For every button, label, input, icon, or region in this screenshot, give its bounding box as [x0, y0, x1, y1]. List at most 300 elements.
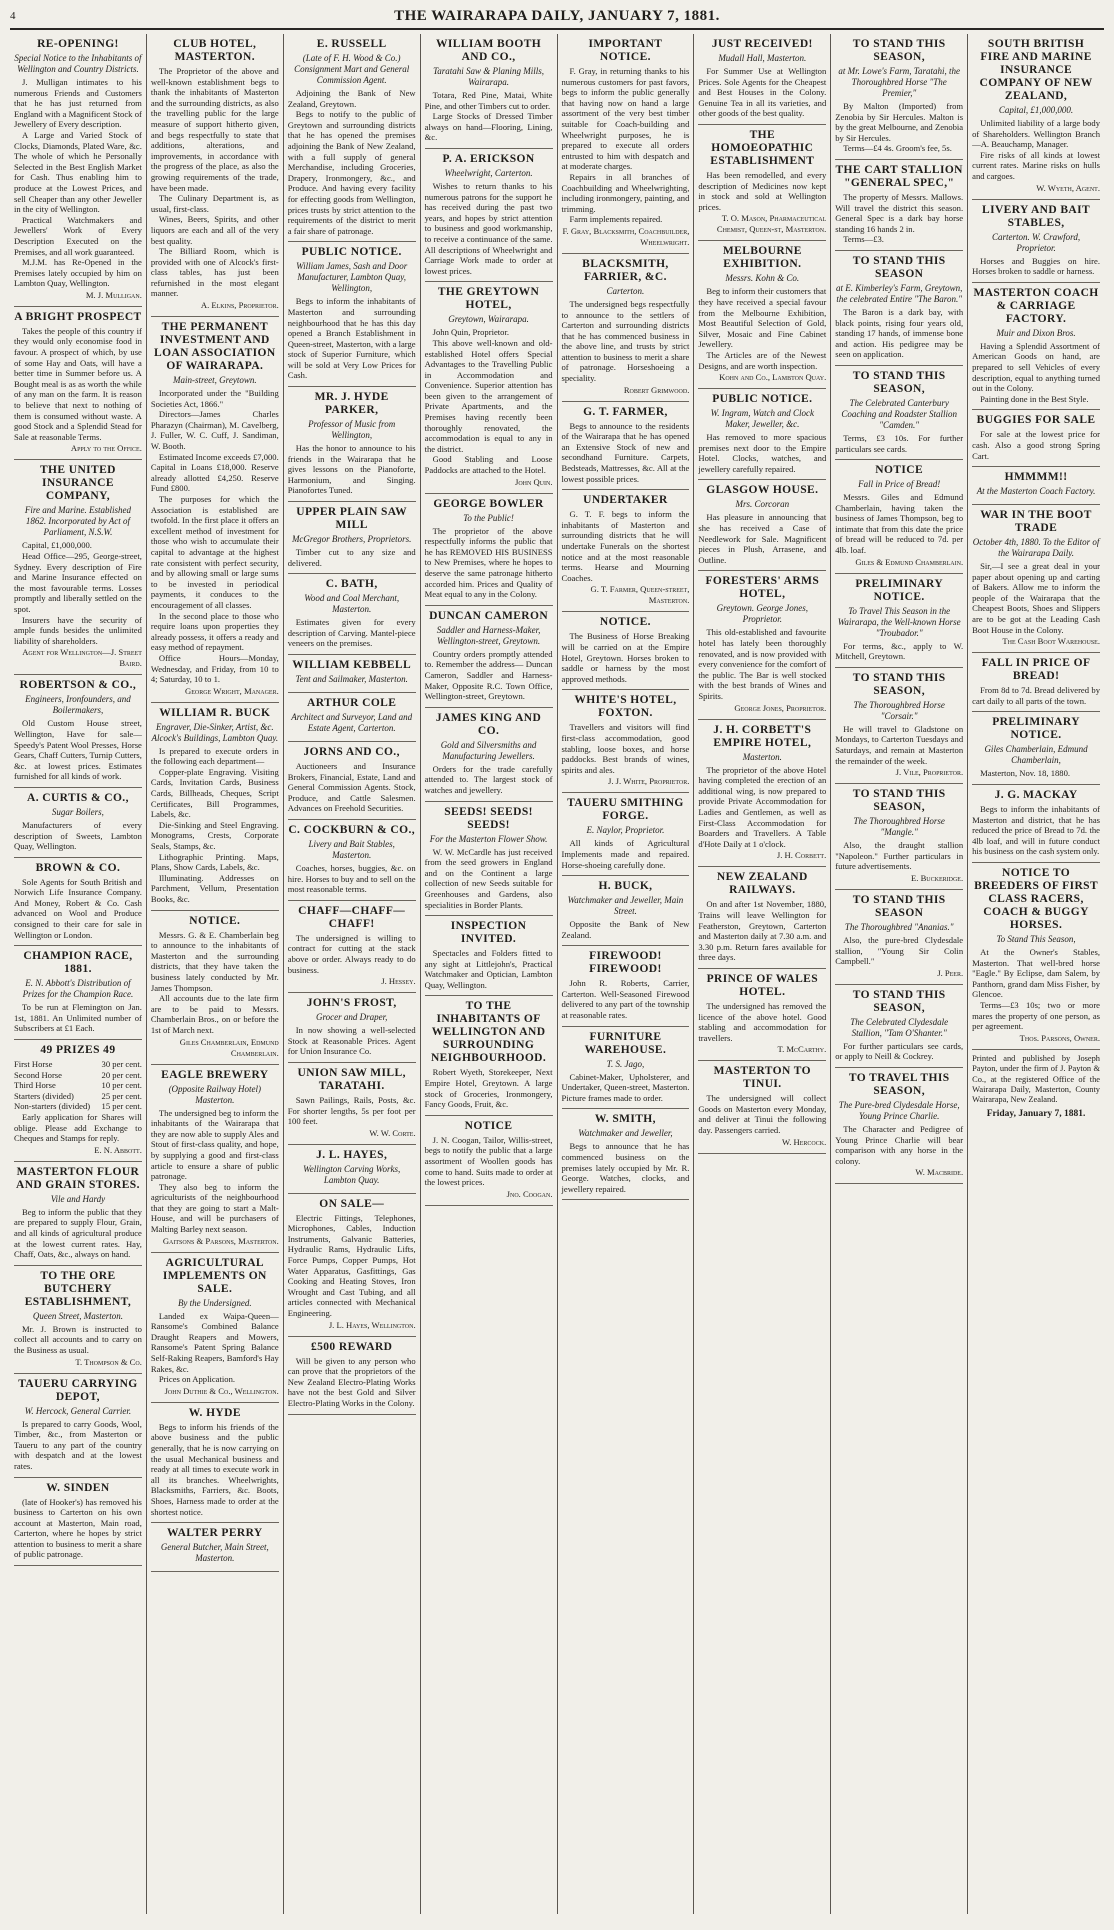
advertisement: [562, 946, 690, 1026]
ad-heading: MR. J. HYDE PARKER,: [314, 391, 389, 417]
ad-heading: JUST RECEIVED!: [711, 38, 813, 50]
ad-heading: PUBLIC NOTICE.: [301, 246, 402, 259]
ad-paragraph: Having a Splendid Assortment of American Goods on hand, are prepared to sell Vehicles of every description, equal to anything turned out in the Colony.: [972, 340, 1100, 394]
ad-paragraph: Travellers and visitors will find first-class accommodation, good stabling, loose boxes, and horse paddocks. Best brands of wines, spirits and ales.: [561, 722, 690, 775]
ad-subheading: The Celebrated Clydesdale Stallion, "Tam O'Shanter.": [850, 1016, 949, 1038]
ad-heading: THE PERMANENT INVESTMENT AND LOAN ASSOCIATION OF WAIRARAPA.: [154, 321, 276, 373]
ad-paragraph: Terms—£4 4s. Groom's fee, 5s.: [843, 143, 952, 154]
ad-subheading: Tent and Sailmaker, Masterton.: [295, 674, 408, 684]
advertisement: [698, 389, 826, 480]
ad-heading: FALL IN PRICE OF BREAD!: [981, 657, 1091, 683]
ad-heading: THE GREYTOWN HOTEL,: [437, 286, 540, 312]
advertisement: [288, 993, 416, 1063]
advertisement: [698, 480, 826, 571]
ad-subheading: Fire and Marine. Established 1862. Incorporated by Act of Parliament, N.S.W.: [24, 505, 132, 538]
ad-signature: J. H. Corbett.: [776, 850, 827, 861]
ad-paragraph: The Business of Horse Breaking will be carried on at the Empire Hotel, Greytown. Horses broken to saddle or harness by the most approved methods.: [561, 631, 690, 684]
ad-subheading: Fall in Price of Bread!: [858, 479, 941, 490]
prize-label: First Horse: [14, 1059, 53, 1070]
ad-signature: George Wright, Manager.: [185, 685, 279, 696]
advertisement: [288, 901, 416, 993]
ad-heading: J. H. CORBETT'S EMPIRE HOTEL,: [713, 723, 812, 749]
issue-date: Friday, January 7, 1881.: [986, 1108, 1086, 1119]
ad-subheading: The Celebrated Canterbury Coaching and Roadster Stallion "Camden.": [841, 397, 958, 430]
ad-heading: BUGGIES FOR SALE: [976, 414, 1096, 427]
ad-paragraph: The proprietor of the above respectfully informs the public that he has REMOVED HIS BUSINESS to New Premises, where he hopes to deserve the same patronage hitherto accorded him. Prices and Quality of Meat equal to any in the Colony.: [424, 525, 553, 600]
column-5: [558, 34, 695, 1914]
advertisement: [835, 574, 963, 668]
ad-paragraph: Illuminating. Addresses on Parchment, Vellum, Presentation Books, &c.: [150, 872, 279, 904]
advertisement: [288, 655, 416, 693]
advertisement: [425, 494, 553, 606]
ad-heading: BLACKSMITH, FARRIER, &C.: [582, 257, 669, 283]
ad-paragraph: The purposes for which the Association is established are twofold. In the first place it offers an excellent method of investment for those who wish to accumulate their capital to advantage at the highest rate consistent with perfect security, and by allowing small or large sums to be invested in periodical payments, it conduces to the encouragement of all classes.: [150, 494, 279, 610]
ad-heading: TO STAND THIS SEASON,: [852, 38, 946, 63]
ad-paragraph: The Proprietor of the above and well-known establishment begs to thank the inhabitants of Masterton and the surrounding districts, as also the travelling public for the large measure of support hitherto given, and begs respectfully to state that additions, alterations, and improvements, in accordance with the progress of the place, as also the growing requirements of the trade, have been made.: [150, 66, 279, 193]
ad-heading: GEORGE BOWLER: [433, 497, 544, 510]
ad-subheading: Wellington Carving Works, Lambton Quay.: [303, 1163, 401, 1185]
advertisement: [425, 708, 553, 802]
ad-paragraph: By Malton (Imported) from Zenobia by Sir Hercules. Malton is by the great Melbourne, and Zenobia by Sir Hercules.: [835, 101, 964, 143]
ad-signature: J. L. Hayes, Wellington.: [328, 1319, 416, 1330]
prize-share: 30 per cent.: [101, 1059, 142, 1070]
ad-paragraph: Lithographic Printing. Maps, Plans, Show Cards, Labels, &c.: [150, 851, 279, 873]
ad-subheading: Saddler and Harness-Maker, Wellington-street, Greytown.: [436, 624, 541, 646]
advertisement: [14, 675, 142, 788]
ad-heading: TO STAND THIS SEASON: [852, 254, 946, 280]
ad-paragraph: All kinds of Agricultural Implements made and repaired. Horse-shoeing carefully done.: [561, 838, 690, 870]
ad-heading: WILLIAM R. BUCK: [159, 706, 271, 719]
ad-heading: MASTERTON FLOUR AND GRAIN STORES.: [16, 1165, 140, 1191]
ad-signature: E. N. Abbott.: [94, 1144, 142, 1155]
ad-paragraph: In the second place to those who require loans upon properties they already possess, it offers a ready and easy method of repayment.: [150, 610, 279, 653]
advertisement: [151, 703, 279, 911]
ad-paragraph: Terms—£3 10s; two or more mares the property of one person, as per agreement.: [972, 999, 1100, 1032]
ad-paragraph: Mr. J. Brown is instructed to collect all accounts and to carry on the Business as usual.: [14, 1323, 142, 1355]
imprint-text: Printed and published by Joseph Payton, under the firm of J. Payton & Co., at the registered Office of the Wairarapa Daily, Masterton, County Wairarapa, New Zealand.: [972, 1053, 1100, 1105]
ad-signature: The Cash Boot Warehouse.: [1002, 636, 1100, 647]
advertisement: [288, 1145, 416, 1194]
ad-heading: MASTERTON TO TINUI.: [713, 1065, 811, 1091]
ad-paragraph: Auctioneers and Insurance Brokers, Financial, Estate, Land and General Commission Agents. Stock, Produce, and Cattle Salesmen. Advances on Freehold Securities.: [287, 761, 416, 814]
ad-paragraph: The proprietor of the above Hotel having completed the erection of an additional wing, is now prepared to provide Private Accommodation for Ladies and Gentlemen, as well as First-Class Accommodation for Boarders and Travellers. A Table d'Hote Daily at 1 o'clock.: [698, 764, 827, 849]
advertisement: [698, 867, 826, 969]
ad-signature: F. Gray, Blacksmith, Coachbuilder, Wheelwright.: [562, 225, 690, 247]
ad-paragraph: Begs to inform the inhabitants of Masterton and district, that he has reduced the price of Bread to 7d. the 4lb loaf, and will in future conduct his business on the cash system only.: [972, 804, 1100, 857]
ad-subheading: Gold and Silversmiths and Manufacturing Jewellers.: [440, 739, 537, 761]
ad-subheading: Watchmaker and Jeweller, Main Street.: [567, 895, 684, 917]
table-row: [14, 1080, 142, 1091]
ad-paragraph: The undersigned is willing to contract for cutting at the stack above or order. Always ready to do business.: [287, 932, 416, 975]
ad-paragraph: Timber cut to any size and delivered.: [287, 547, 416, 568]
advertisement: [562, 1027, 690, 1110]
ad-paragraph: G. T. F. begs to inform the inhabitants of Masterton and surrounding districts that he will undertake Funerals on the shortest notice and at the most reasonable terms. Hearse and Mourning Coaches.: [561, 509, 690, 583]
ad-subheading: Grocer and Draper,: [315, 1012, 388, 1023]
advertisement: [14, 460, 142, 675]
ad-signature: W. Macbride.: [915, 1167, 964, 1178]
advertisement: [698, 125, 826, 241]
ad-signature: M. J. Mulligan.: [85, 289, 142, 300]
ad-subheading: Greytown, Wairarapa.: [448, 314, 529, 325]
prize-share: 20 per cent.: [101, 1069, 142, 1080]
ad-paragraph: Wines, Beers, Spirits, and other liquors are each and all of the very best quality.: [150, 214, 279, 246]
ad-paragraph: Takes the people of this country if they would only economise food in favour. A prospect of which, by use of some Hay and Oats, will have a better time in Summer before us. A Bought meal is as as worth the while of any man on the farm. It is reason to believe that next to nothing of them is consumed without waste. A good Stock and a Splendid Stead for Sale at reasonable Terms.: [14, 325, 142, 442]
advertisement: [14, 1374, 142, 1478]
ad-paragraph: The undersigned begs respectfully to announce to the settlers of Carterton and surrounding districts that he has commenced business in the above line, and trusts by strict attention to business to merit a share of patronage. Horseshoeing a speciality.: [561, 298, 690, 384]
advertisement: [835, 160, 963, 251]
advertisement: [288, 242, 416, 387]
ad-paragraph: Is prepared to execute orders in the following each department—: [150, 745, 279, 767]
ad-subheading: The Pure-bred Clydesdale Horse, Young Prince Charlie.: [838, 1099, 960, 1121]
ad-subheading: Livery and Bait Stables, Masterton.: [308, 838, 395, 860]
prize-label: Non-starters (divided): [14, 1101, 91, 1112]
ad-paragraph: W. W. McCardle has just received from the seed growers in England and on the Continent a large collection of new Seeds suitable for Greenhouses and Gardens, also specialities in Border Plants.: [424, 846, 553, 910]
ad-paragraph: Manufacturers of every description of Sweets, Lambton Quay, Wellington.: [14, 819, 142, 852]
ad-paragraph: Begs to announce to the residents of the Wairarapa that he has opened an Extensive Stock of new and secondhand Furniture. Carpets, Bedsteads, Mattresses, &c. All at the lowest possible prices.: [561, 420, 690, 484]
advertisement: [972, 200, 1100, 283]
ad-subheading: Architect and Surveyor, Land and Estate Agent, Carterton.: [291, 712, 413, 733]
ad-heading: UPPER PLAIN SAW MILL: [296, 506, 408, 532]
advertisement: [562, 612, 690, 690]
ad-paragraph: John R. Roberts, Carrier, Carterton. Well-Seasoned Firewood delivered to any part of the township at reasonable rates.: [561, 978, 690, 1021]
advertisement: [288, 693, 416, 742]
ad-paragraph: Also, the draught stallion "Napoleon." Further particulars in future advertisements.: [835, 840, 964, 872]
ad-paragraph: Is prepared to carry Goods, Wool, Timber, &c., from Masterton or Taueru to any part of the country with despatch and at the lowest rates.: [14, 1418, 142, 1471]
ad-paragraph: For sale at the lowest price for cash. Also a good strong Spring Cart.: [972, 429, 1100, 461]
ad-signature: E. Buckeridge.: [911, 873, 964, 883]
ad-paragraph: Begs to notify to the public of Greytown and surrounding districts that he has opened the premises adjoining the Bank of New Zealand, with a full supply of general Merchandise, including Groceries, Drapery, Ironmongery, &c., and Produce. And having every facility for effecting goods from Wellington, prices trusts by strict attention to the requirements of the district to merit a fair share of patronage.: [287, 109, 416, 236]
ad-signature: Agent for Wellington—J. Street Baird.: [22, 647, 142, 669]
ad-heading: E. RUSSELL: [316, 38, 387, 50]
advertisement: [14, 1162, 142, 1266]
ad-heading: H. BUCK,: [598, 880, 653, 893]
ad-paragraph: Terms, £3 10s. For further particulars see cards.: [835, 432, 964, 454]
ad-heading: J. G. MACKAY: [994, 789, 1078, 802]
ad-subheading: at Mr. Lowe's Farm, Taratahi, the Thoroughbred Horse "The Premier,": [838, 66, 960, 98]
advertisement: [972, 863, 1100, 1050]
table-row: [14, 1101, 142, 1112]
ad-paragraph: Has pleasure in announcing that she has received a Case of Needlework for Sale. Magnificent pieces in Plush, Arrasene, and Outline.: [698, 512, 827, 565]
ad-paragraph: Beg to inform the public that they are prepared to supply Flour, Grain, and all kinds of agricultural produce at the lowest current rates. Hay, Chaff, Oats, &c., always on hand.: [14, 1206, 142, 1260]
ad-paragraph: Sir,—I see a great deal in your paper about opening up and carting of Bakers. Allow me to inform the people of the Wairarapa that the Cheapest Boots, Shoes and Slippers are to be got at the Leading Cash Boot House in the Colony.: [972, 561, 1100, 635]
advertisement: [425, 606, 553, 708]
ad-paragraph: Sawn Pailings, Rails, Posts, &c. For shorter lengths, 5s per foot per 100 feet.: [287, 1094, 416, 1127]
ad-heading: RE-OPENING!: [37, 38, 119, 50]
ad-heading: JAMES KING AND CO.: [435, 711, 542, 737]
ad-heading: W. SMITH,: [594, 1113, 656, 1126]
advertisement: [835, 668, 963, 784]
ad-heading: WAR IN THE BOOT TRADE: [980, 509, 1092, 535]
ad-signature: Thos. Parsons, Owner.: [1019, 1032, 1100, 1043]
ad-subheading: Carterton. W. Crawford, Proprietor.: [992, 231, 1081, 253]
prize-share: 10 per cent.: [101, 1080, 142, 1091]
ad-heading: WILLIAM BOOTH AND CO.,: [435, 38, 542, 63]
ad-paragraph: In now showing a well-selected Stock at Reasonable Prices. Agent for Union Insurance Co.: [287, 1025, 416, 1057]
ad-paragraph: Coaches, horses, buggies, &c. on hire. Horses to buy and to sell on the most reasonable terms.: [287, 862, 416, 895]
ad-subheading: Giles Chamberlain, Edmund Chamberlain,: [984, 744, 1088, 766]
ad-subheading: For the Masterton Flower Show.: [429, 833, 548, 844]
ad-paragraph: Begs to inform the inhabitants of Masterton and surrounding neighbourhood that he has this day opened a Branch Establishment in Queen-street, Masterton, with a large stock of Superior Furniture, which will be sold at Very Low Prices for Cash.: [287, 296, 416, 381]
ad-heading: TAUERU SMITHING FORGE.: [567, 797, 684, 823]
ad-heading: TO STAND THIS SEASON,: [852, 988, 946, 1014]
column-3: [284, 34, 421, 1914]
advertisement: [698, 720, 826, 868]
table-row: [14, 1070, 142, 1081]
page-title: THE WAIRARAPA DAILY, JANUARY 7, 1881.: [394, 8, 720, 24]
ad-heading: SOUTH BRITISH FIRE AND MARINE INSURANCE COMPANY OF NEW ZEALAND,: [979, 38, 1093, 102]
prize-label: Starters (divided): [14, 1090, 74, 1101]
ad-signature: George Jones, Proprietor.: [734, 702, 827, 713]
ad-paragraph: Terms—£3.: [843, 234, 884, 245]
advertisement: [151, 34, 279, 317]
ad-subheading: Wood and Coal Merchant, Masterton.: [304, 593, 400, 615]
ad-paragraph: Copper-plate Engraving. Visiting Cards, Invitation Cards, Business Cards, Billheads, Cheques, Script Certificates, Bill Programmes, Labels, &c.: [150, 766, 279, 820]
ad-heading: 49 PRIZES 49: [40, 1044, 116, 1057]
ad-heading: MELBOURNE EXHIBITION.: [722, 245, 802, 271]
ad-paragraph: Has removed to more spacious premises next door to the Empire Hotel. Clocks, watches, and jewellery carefully repaired.: [698, 432, 827, 474]
ad-subheading: McGregor Brothers, Proprietors.: [291, 534, 412, 545]
ad-paragraph: The undersigned beg to inform the inhabitants of the Wairarapa that they are now able to supply Ales and Stout of first-class quality, and hope, by supplying a good and first-class article to ensure a share of public patronage.: [150, 1107, 279, 1182]
ad-heading: A BRIGHT PROSPECT: [14, 310, 142, 323]
ad-paragraph: Country orders promptly attended to. Remember the address— Duncan Cameron, Saddler and Harness-Maker, Opposite R.C. Town Office, Wellington-street, Greytown.: [424, 648, 553, 702]
ad-subheading: Queen Street, Masterton.: [32, 1310, 124, 1321]
ad-subheading: Masterton.: [742, 751, 782, 762]
advertisement: [698, 1061, 826, 1153]
ad-paragraph: Sole Agents for South British and Norwich Life Insurance Company. And Money, Robert & Co. Cash advanced on Wool and Produce consigned to their care for sale in Wellington or London.: [14, 876, 142, 940]
ad-paragraph: John Quin, Proprietor.: [432, 327, 510, 338]
ad-paragraph: Spectacles and Folders fitted to any sight at Littlejohn's, Practical Watchmaker and Optician, Lambton Quay, Wellington.: [424, 948, 553, 990]
ad-paragraph: Masterton, Nov. 18, 1880.: [980, 768, 1071, 779]
ad-paragraph: This above well-known and old-established Hotel offers Special Advantages to the Travelling Public in Accommodation and Convenience. Superior attention has been given to the arrangement of Private Apartments, and the Premises having recently been thoroughly renovated, the accommodation is equal to any in the district.: [424, 337, 553, 454]
ad-heading: NOTICE.: [189, 914, 241, 927]
ad-heading: NOTICE.: [599, 616, 651, 629]
advertisement: [14, 34, 142, 307]
advertisement: [14, 307, 142, 461]
ad-paragraph: Opposite the Bank of New Zealand.: [561, 919, 690, 940]
ad-heading: TO STAND THIS SEASON,: [852, 369, 946, 395]
ad-subheading: Professor of Music from Wellington,: [308, 419, 396, 441]
advertisement: [288, 574, 416, 655]
ad-paragraph: Robert Wyeth, Storekeeper, Next Empire Hotel, Greytown. A large stock of Groceries, Ironmongery, Fancy Goods, Fruit, &c.: [424, 1067, 553, 1110]
ad-heading: W. HYDE: [188, 1406, 241, 1419]
advertisement: [972, 785, 1100, 863]
ad-heading: FURNITURE WAREHOUSE.: [584, 1030, 667, 1056]
column-2: [147, 34, 284, 1914]
ad-paragraph: Old Custom House street, Wellington, Have for sale— Speedy's Patent Wool Presses, Horse Gears, Chaff Cutters, Turnip Cutters, &c. at lowest prices. Estimates furnished for all kinds of work.: [14, 718, 142, 782]
ad-heading: CHAMPION RACE, 1881.: [23, 950, 133, 976]
advertisement: [14, 1266, 142, 1374]
advertisement: [425, 916, 553, 996]
advertisement: [562, 402, 690, 491]
ad-paragraph: Beg to inform their customers that they have received a special favour from the Melbourne Exhibition, Most Beautiful Selection of Gold, Silver, Mosaic and Fine Cabinet Jewellery.: [698, 286, 827, 350]
ad-paragraph: Early application for Shares will oblige. Please add Exchange to Cheques and Stamps for reply.: [14, 1112, 142, 1144]
ad-heading: NOTICE: [464, 1119, 513, 1132]
ad-signature: T. Thompson & Co.: [75, 1356, 142, 1367]
column-4: [421, 34, 558, 1914]
ad-paragraph: For further particulars see cards, or apply to Neill & Cockrey.: [835, 1040, 964, 1062]
ad-heading: C. BATH,: [325, 578, 378, 591]
ad-subheading: By the Undersigned.: [177, 1297, 252, 1308]
ad-paragraph: The undersigned has removed the licence of the above hotel. Good stabling and accommodation for travellers.: [698, 1000, 827, 1043]
ad-heading: EAGLE BREWERY: [161, 1068, 269, 1081]
ad-paragraph: J. Mulligan intimates to his numerous Friends and Customers that he has just returned from England with a Magnificent Stock of Jewellery of Every description.: [14, 77, 142, 130]
ad-paragraph: This old-established and favourite hotel has lately been thoroughly renovated, and is now provided with every convenience for the comfort of the public. The Bar is well stocked with the best brands of Wines and Spirits.: [698, 627, 827, 701]
ad-heading: TO THE INHABITANTS OF WELLINGTON AND SURROUNDING NEIGHBOURHOOD.: [430, 1000, 547, 1065]
ad-paragraph: At the Owner's Stables, Masterton. That well-bred horse "Eagle." By Eclipse, dam Salem, by Panthorn, grand dam Miss Fisher, by Glencoe.: [972, 947, 1100, 1000]
advertisement: [14, 1478, 142, 1567]
ad-heading: P. A. ERICKSON: [442, 152, 535, 165]
ad-subheading: Engraver, Die-Sinker, Artist, &c. Alcock's Buildings, Lambton Quay.: [151, 721, 279, 743]
ad-paragraph: F. Gray, in returning thanks to his numerous customers for past favors, begs to inform the public generally that having now on hand a large assortment of the very best timber suitable for Coach-building and Wheelwright purposes, he is prepared to execute all orders entrusted to him with despatch and at moderate charges.: [561, 66, 690, 172]
ad-paragraph: Estimated Income exceeds £7,000. Capital in Loans £18,000. Reserve already allotted £4,250. Reserve Fund £800.: [150, 451, 279, 494]
ad-paragraph: All accounts due to the late firm are to be paid to Messrs. Chamberlain Bros., on or before the 1st of March next.: [150, 993, 279, 1035]
advertisement: [288, 820, 416, 901]
advertisement: [14, 946, 142, 1040]
ad-paragraph: Office Hours—Monday, Wednesday, and Friday, from 10 to 4; Saturday, 10 to 1.: [150, 652, 279, 685]
ad-subheading: W. Ingram, Watch and Clock Maker, Jeweller, &c.: [710, 408, 814, 430]
ad-paragraph: The Character and Pedigree of Young Prince Charlie will bear comparison with any horse in the colony.: [835, 1123, 964, 1166]
ad-heading: SEEDS! SEEDS! SEEDS!: [444, 805, 533, 831]
advertisement: [698, 571, 826, 719]
ad-signature: Kohn and Co., Lambton Quay.: [719, 372, 827, 383]
ad-heading: THE CART STALLION "GENERAL SPEC,": [835, 163, 963, 189]
ad-heading: DUNCAN CAMERON: [429, 609, 549, 622]
ad-heading: LIVERY AND BAIT STABLES,: [982, 203, 1091, 229]
advertisement: [972, 505, 1100, 653]
ad-paragraph: Head Office—295, George-street, Sydney. Every description of Fire and Marine Insurance effected on the most favourable terms. Losses promptly and liberally settled on the spot.: [14, 551, 142, 614]
advertisement: [562, 254, 690, 402]
page-number: 4: [10, 10, 16, 22]
ad-subheading: Wheelwright, Carterton.: [444, 167, 533, 178]
advertisement: [835, 784, 963, 890]
ad-signature: G. T. Farmer, Queen-street, Masterton.: [590, 584, 690, 606]
ad-paragraph: Capital, £1,000,000.: [22, 540, 92, 551]
ad-paragraph: Begs to announce that he has commenced business on the premises lately occupied by Mr. R. George. Watches, clocks, and jewellery repaired.: [561, 1141, 690, 1194]
ad-subheading: Greytown. George Jones, Proprietor.: [716, 603, 808, 625]
ad-heading: TO THE ORE BUTCHERY ESTABLISHMENT,: [24, 1269, 132, 1308]
ad-heading: C. COCKBURN & CO.,: [288, 823, 416, 836]
ad-heading: PRELIMINARY NOTICE.: [992, 716, 1080, 742]
ad-heading: PRELIMINARY NOTICE.: [855, 577, 944, 603]
ad-subheading: (Late of F. H. Wood & Co.) Consignment Mart and General Commission Agent.: [294, 53, 410, 85]
advertisement: [14, 788, 142, 858]
ad-heading: NEW ZEALAND RAILWAYS.: [716, 871, 808, 897]
ad-heading: WHITE'S HOTEL, FOXTON.: [574, 694, 677, 720]
ad-subheading: E. Naylor, Proprietor.: [586, 825, 665, 836]
ad-signature: John Duthie & Co., Wellington.: [164, 1385, 279, 1396]
column-6: [694, 34, 831, 1914]
advertisement: [151, 1403, 279, 1523]
ad-heading: TO STAND THIS SEASON,: [852, 671, 946, 697]
advertisement: [835, 251, 963, 366]
ad-paragraph: The property of Messrs. Mallows. Will travel the district this season. General Spec is a dark bay horse standing 16 hands 2 in.: [835, 191, 964, 234]
advertisement: [425, 282, 553, 493]
advertisement: [698, 969, 826, 1061]
ad-paragraph: Directors—James Charles Pharazyn (Chairman), M. Cavelberg, J. Fuller, W. C. Cuff, J. Sandiman, W. Booth.: [150, 409, 279, 452]
advertisement: [425, 996, 553, 1115]
ad-subheading: Mudall Hall, Masterton.: [718, 53, 807, 63]
ad-paragraph: For Summer Use at Wellington Prices. Sole Agents for the Cheapest and Best Houses in the Colony. Genuine Tea in all its varieties, and other goods of the best quality.: [698, 66, 827, 119]
ad-subheading: at E. Kimberley's Farm, Greytown, the celebrated Entire "The Baron.": [836, 282, 963, 304]
ad-heading: ARTHUR COLE: [307, 697, 397, 709]
advertisement: [835, 366, 963, 460]
ad-heading: HMMMM!!: [1004, 471, 1068, 484]
ad-signature: J. J. White, Proprietor.: [608, 776, 690, 787]
ad-subheading: (Opposite Railway Hotel) Masterton.: [168, 1083, 262, 1105]
ad-signature: T. McCarthy.: [777, 1044, 827, 1055]
ad-heading: TO STAND THIS SEASON,: [852, 788, 946, 814]
advertisement: [972, 34, 1100, 200]
ad-paragraph: The Culinary Department is, as usual, first-class.: [150, 193, 279, 214]
ad-subheading: General Butcher, Main Street, Masterton.: [160, 1542, 269, 1564]
ad-paragraph: Has been remodelled, and every description of Medicines now kept in stock and sold at Wellington prices.: [698, 169, 827, 212]
table-row: [14, 1091, 142, 1102]
ad-paragraph: Electric Fittings, Telephones, Microphones, Cables, Induction Instruments, Galvanic Batteries, Hydraulic Rams, Hydraulic Lifts, Force Pumps, Copper Pumps, Hot Water Apparatus, Gasfittings, Gas Cooking and Heating Stoves, Iron Wrought and Cast Tubing, and all articles connected with Mechanical Engineering.: [287, 1212, 416, 1319]
ad-paragraph: A Large and Varied Stock of Clocks, Diamonds, Plated Ware, &c. The whole of which he Personally Selected in the Best English Market for Cash. Thus enabling him to produce at the Lowest Prices, and sell Cheaper than any other Jeweller in the city of Wellington.: [14, 129, 142, 215]
advertisement: [151, 1065, 279, 1253]
advertisement: [288, 1194, 416, 1337]
ad-subheading: Engineers, Ironfounders, and Boilermakers,: [25, 694, 131, 716]
ad-subheading: T. S. Jago,: [606, 1058, 645, 1069]
ad-subheading: To Stand This Season,: [996, 934, 1076, 944]
ad-heading: UNION SAW MILL, TARATAHI.: [297, 1066, 406, 1092]
ad-heading: INSPECTION INVITED.: [450, 920, 527, 946]
ad-paragraph: From 8d to 7d. Bread delivered by cart daily to all parts of the town.: [972, 685, 1100, 706]
ad-paragraph: Die-Sinking and Steel Engraving. Monograms, Crests, Corporate Seals, Stamps, &c.: [150, 819, 279, 852]
ad-paragraph: Also, the pure-bred Clydesdale stallion, "Young Sir Colin Campbell.": [835, 935, 964, 967]
advertisement: [835, 890, 963, 985]
advertisement: [562, 1109, 690, 1200]
ad-signature: Jno. Coogan.: [506, 1188, 553, 1199]
advertisement: [972, 283, 1100, 411]
ad-signature: Robert Grimwood.: [623, 384, 690, 395]
ad-paragraph: For terms, &c., apply to W. Mitchell, Greytown.: [835, 640, 964, 662]
advertisement: [288, 502, 416, 574]
ad-paragraph: Orders for the trade carefully attended to. The largest stock of watches and jewellery.: [424, 763, 553, 795]
ad-heading: J. L. HAYES,: [316, 1148, 388, 1161]
ad-heading: NOTICE: [875, 464, 924, 477]
advertisement: [698, 241, 826, 389]
advertisement: [835, 460, 963, 574]
ad-heading: CLUB HOTEL, MASTERTON.: [173, 38, 257, 63]
ad-paragraph: Incorporated under the "Building Societies Act, 1866.": [150, 388, 279, 409]
advertisement: [972, 653, 1100, 712]
ad-subheading: Capital, £1,000,000.: [998, 105, 1074, 115]
ad-subheading: William James, Sash and Door Manufacturer, Lambton Quay, Wellington,: [296, 261, 408, 294]
ad-subheading: Vile and Hardy: [50, 1193, 106, 1204]
ad-heading: PRINCE OF WALES HOTEL.: [706, 972, 819, 998]
ad-paragraph: The Articles are of the Newest Designs, and are worth inspection.: [698, 349, 827, 371]
ad-heading: G. T. FARMER,: [583, 405, 668, 418]
ad-paragraph: On and after 1st November, 1880, Trains will leave Wellington for Featherston, Greytown, Carterton and Masterton daily at 7.30 a.m. and 3.30 p.m. Return fares available for three days.: [698, 899, 827, 963]
ad-paragraph: Adjoining the Bank of New Zealand, Greytown.: [287, 88, 416, 109]
ad-subheading: The Thoroughbred Horse "Mangle.": [853, 816, 945, 838]
ad-signature: W. Wyeth, Agent.: [1036, 182, 1100, 193]
ad-subheading: Sugar Boilers,: [51, 806, 104, 817]
advertisement: [562, 490, 690, 612]
ad-heading: FIREWOOD! FIREWOOD!: [589, 950, 662, 976]
advertisement: [562, 34, 690, 254]
ad-heading: TAUERU CARRYING DEPOT,: [18, 1377, 138, 1403]
ad-heading: WILLIAM KEBBELL: [292, 659, 412, 671]
ad-paragraph: He will travel to Gladstone on Mondays, to Carterton Tuesdays and Saturdays, and remain at Masterton the remainder of the week.: [835, 723, 964, 766]
advertisement: [151, 1253, 279, 1403]
ad-paragraph: Wishes to return thanks to his numerous patrons for the support he has received during the past two years, and hopes by strict attention to business and good workmanship, to receive a continuance of the same. All descriptions of Wheelwright and Carriage Work made to order at lowest prices.: [424, 180, 553, 276]
ad-paragraph: Large Stocks of Dressed Timber always on hand—Flooring, Lining, &c.: [424, 111, 553, 143]
ad-heading: JORNS AND CO.,: [303, 746, 400, 758]
ad-heading: MASTERTON COACH & CARRIAGE FACTORY.: [973, 286, 1099, 325]
advertisement: [151, 911, 279, 1065]
